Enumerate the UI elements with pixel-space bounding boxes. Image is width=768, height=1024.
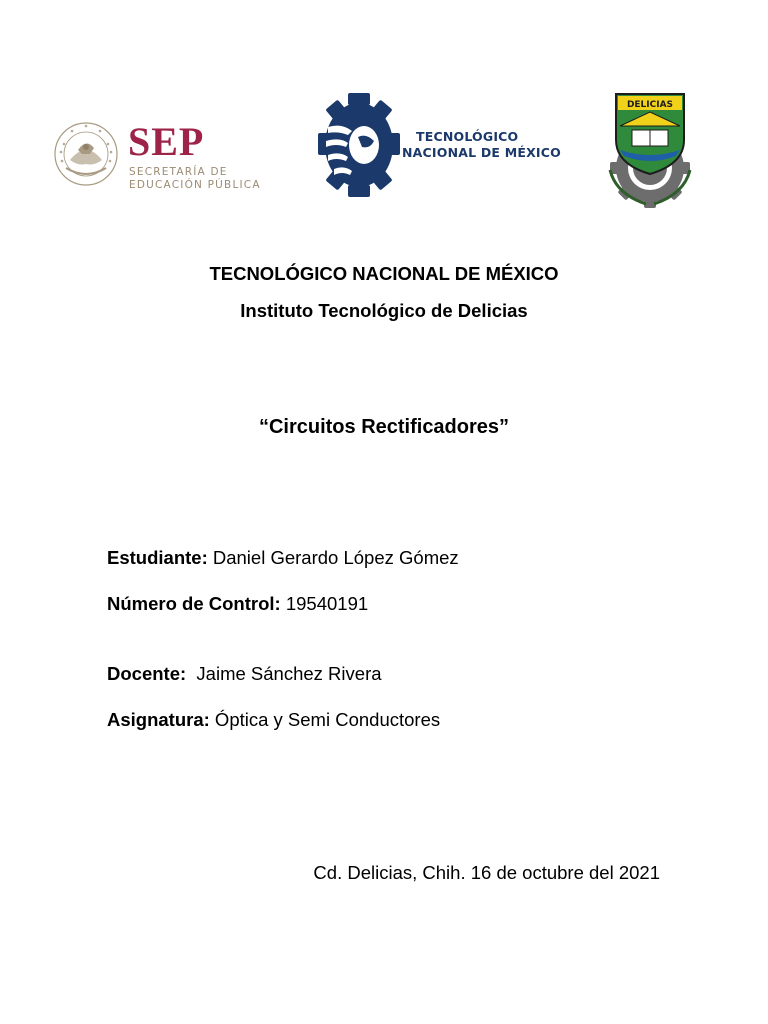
student-value: Daniel Gerardo López Gómez — [207, 547, 459, 568]
sep-subtitle-line1: SECRETARÍA DE — [129, 166, 228, 178]
teacher-field — [107, 663, 382, 685]
institution-heading: TECNOLÓGICO NACIONAL DE MÉXICO — [209, 263, 559, 284]
subject-value: Óptica y Semi Conductores — [209, 709, 441, 730]
campus-heading: Instituto Tecnológico de Delicias — [240, 300, 528, 321]
sep-wordmark: SEP — [128, 119, 205, 164]
itd-shield-logo — [606, 90, 694, 212]
teacher-label: Docente: — [107, 663, 187, 684]
place-and-date: Cd. Delicias, Chih. 16 de octubre del 2021 — [313, 862, 660, 883]
subject-field — [107, 709, 440, 731]
control-number-label: Número de Control: — [107, 593, 281, 614]
tecnm-wordmark-line2: NACIONAL DE MÉXICO — [402, 145, 561, 160]
student-label: Estudiante: — [107, 547, 208, 568]
tecnm-wordmark — [404, 129, 561, 161]
national-seal-icon — [52, 120, 120, 188]
sep-subtitle — [129, 166, 261, 192]
tecnm-logo — [318, 93, 561, 197]
sep-logo — [52, 120, 262, 192]
control-number-field — [107, 593, 368, 615]
tecnm-gear-icon — [318, 93, 400, 197]
teacher-value: Jaime Sánchez Rivera — [186, 663, 382, 684]
sep-subtitle-line2: EDUCACIÓN PÚBLICA — [129, 179, 261, 191]
student-field — [107, 547, 459, 569]
control-number-value: 19540191 — [280, 593, 369, 614]
itd-banner-text: DELICIAS — [626, 100, 674, 110]
document-title: “Circuitos Rectificadores” — [258, 416, 510, 438]
subject-label: Asignatura: — [107, 709, 210, 730]
tecnm-wordmark-line1: TECNOLÓGICO — [416, 129, 519, 144]
